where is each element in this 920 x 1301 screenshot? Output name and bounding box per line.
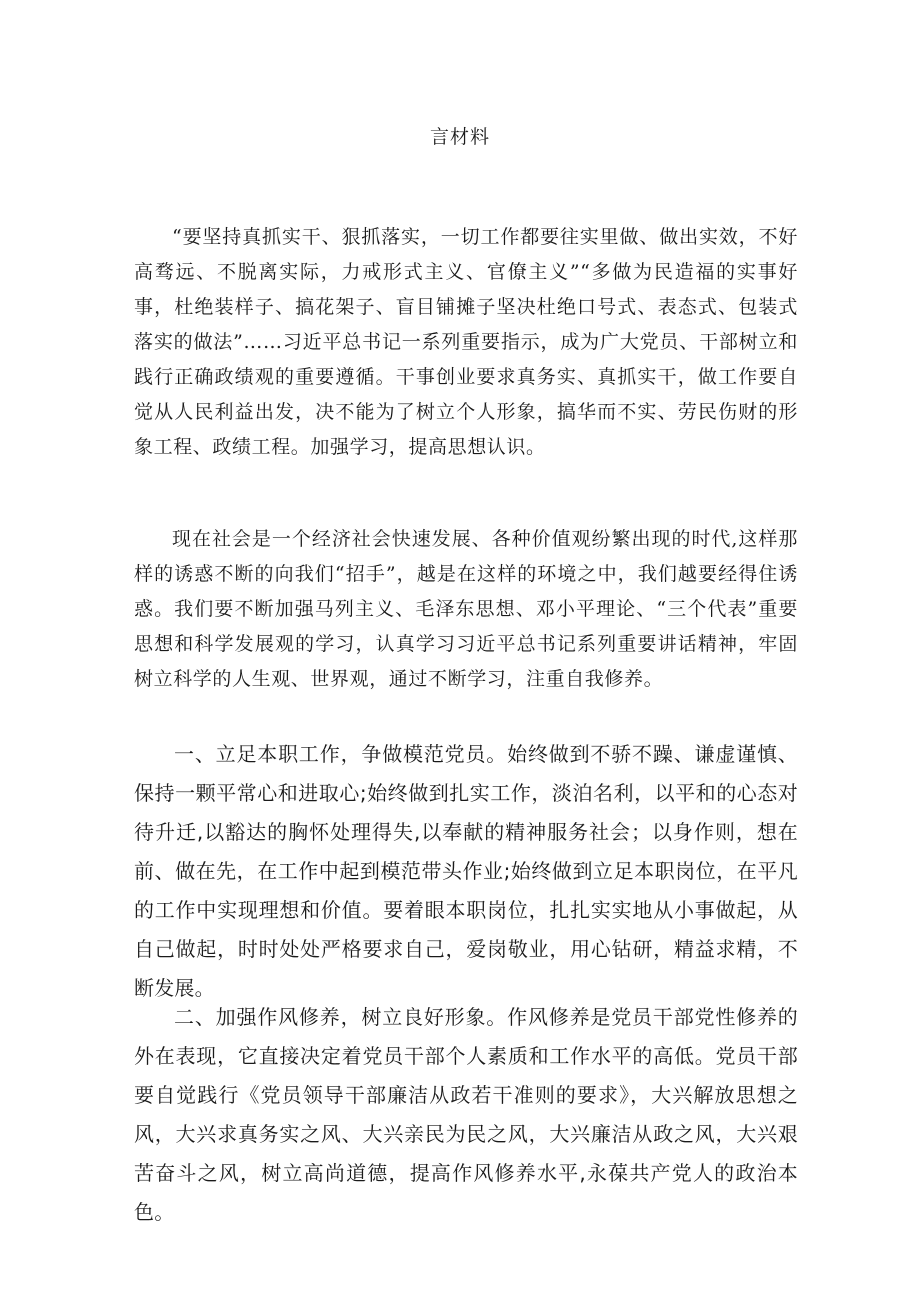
paragraph-section-two: 二、加强作风修养，树立良好形象。作风修养是党员干部党性修养的外在表现，它直接决定着党员干部个人素质和工作水平的高低。党员干部要自觉践行《党员领导干部廉洁从政若干准则的要求》，大兴解放思想之风，大兴求真务实之风、大兴亲民为民之风，大兴廉洁从政之风，大兴艰苦奋斗之风，树立高尚道德，提高作风修养水平,永葆共产党人的政治本色。: [134, 1005, 798, 1224]
paragraph-quote-intro: “要坚持真抓实干、狠抓落实，一切工作都要往实里做、做出实效，不好高骛远、不脱离实际，力戒形式主义、官僚主义”“多做为民造福的实事好事，杜绝装样子、搞花架子、盲目铺摊子坚决杜绝口号式、表态式、包装式落实的做法”……习近平总书记一系列重要指示，成为广大党员、干部树立和践行正确政绩观的重要遵循。干事创业要求真务实、真抓实干，做工作要自觉从人民利益出发，决不能为了树立个人形象，搞华而不实、劳民伤财的形象工程、政绩工程。加强学习，提高思想认识。: [134, 226, 798, 458]
paragraph-resist-temptation: 现在社会是一个经济社会快速发展、各种价值观纷繁出现的时代,这样那样的诱惑不断的向我们“招手”，越是在这样的环境之中，我们越要经得住诱惑。我们要不断加强马列主义、毛泽东思想、邓小平理论、“三个代表”重要思想和科学发展观的学习，认真学习习近平总书记系列重要讲话精神，牢固树立科学的人生观、世界观，通过不断学习，注重自我修养。: [134, 528, 798, 690]
paragraph-section-one: 一、立足本职工作，争做模范党员。始终做到不骄不躁、谦虚谨慎、保持一颗平常心和进取心;始终做到扎实工作，淡泊名利，以平和的心态对待升迁,以豁达的胸怀处理得失,以奉献的精神服务社会；以身作则，想在前、做在先，在工作中起到模范带头作业;始终做到立足本职岗位，在平凡的工作中实现理想和价值。要着眼本职岗位，扎扎实实地从小事做起，从自己做起，时时处处严格要求自己，爱岗敬业，用心钻研，精益求精，不断发展。: [134, 742, 798, 1000]
document-title: 言材料: [429, 126, 490, 148]
